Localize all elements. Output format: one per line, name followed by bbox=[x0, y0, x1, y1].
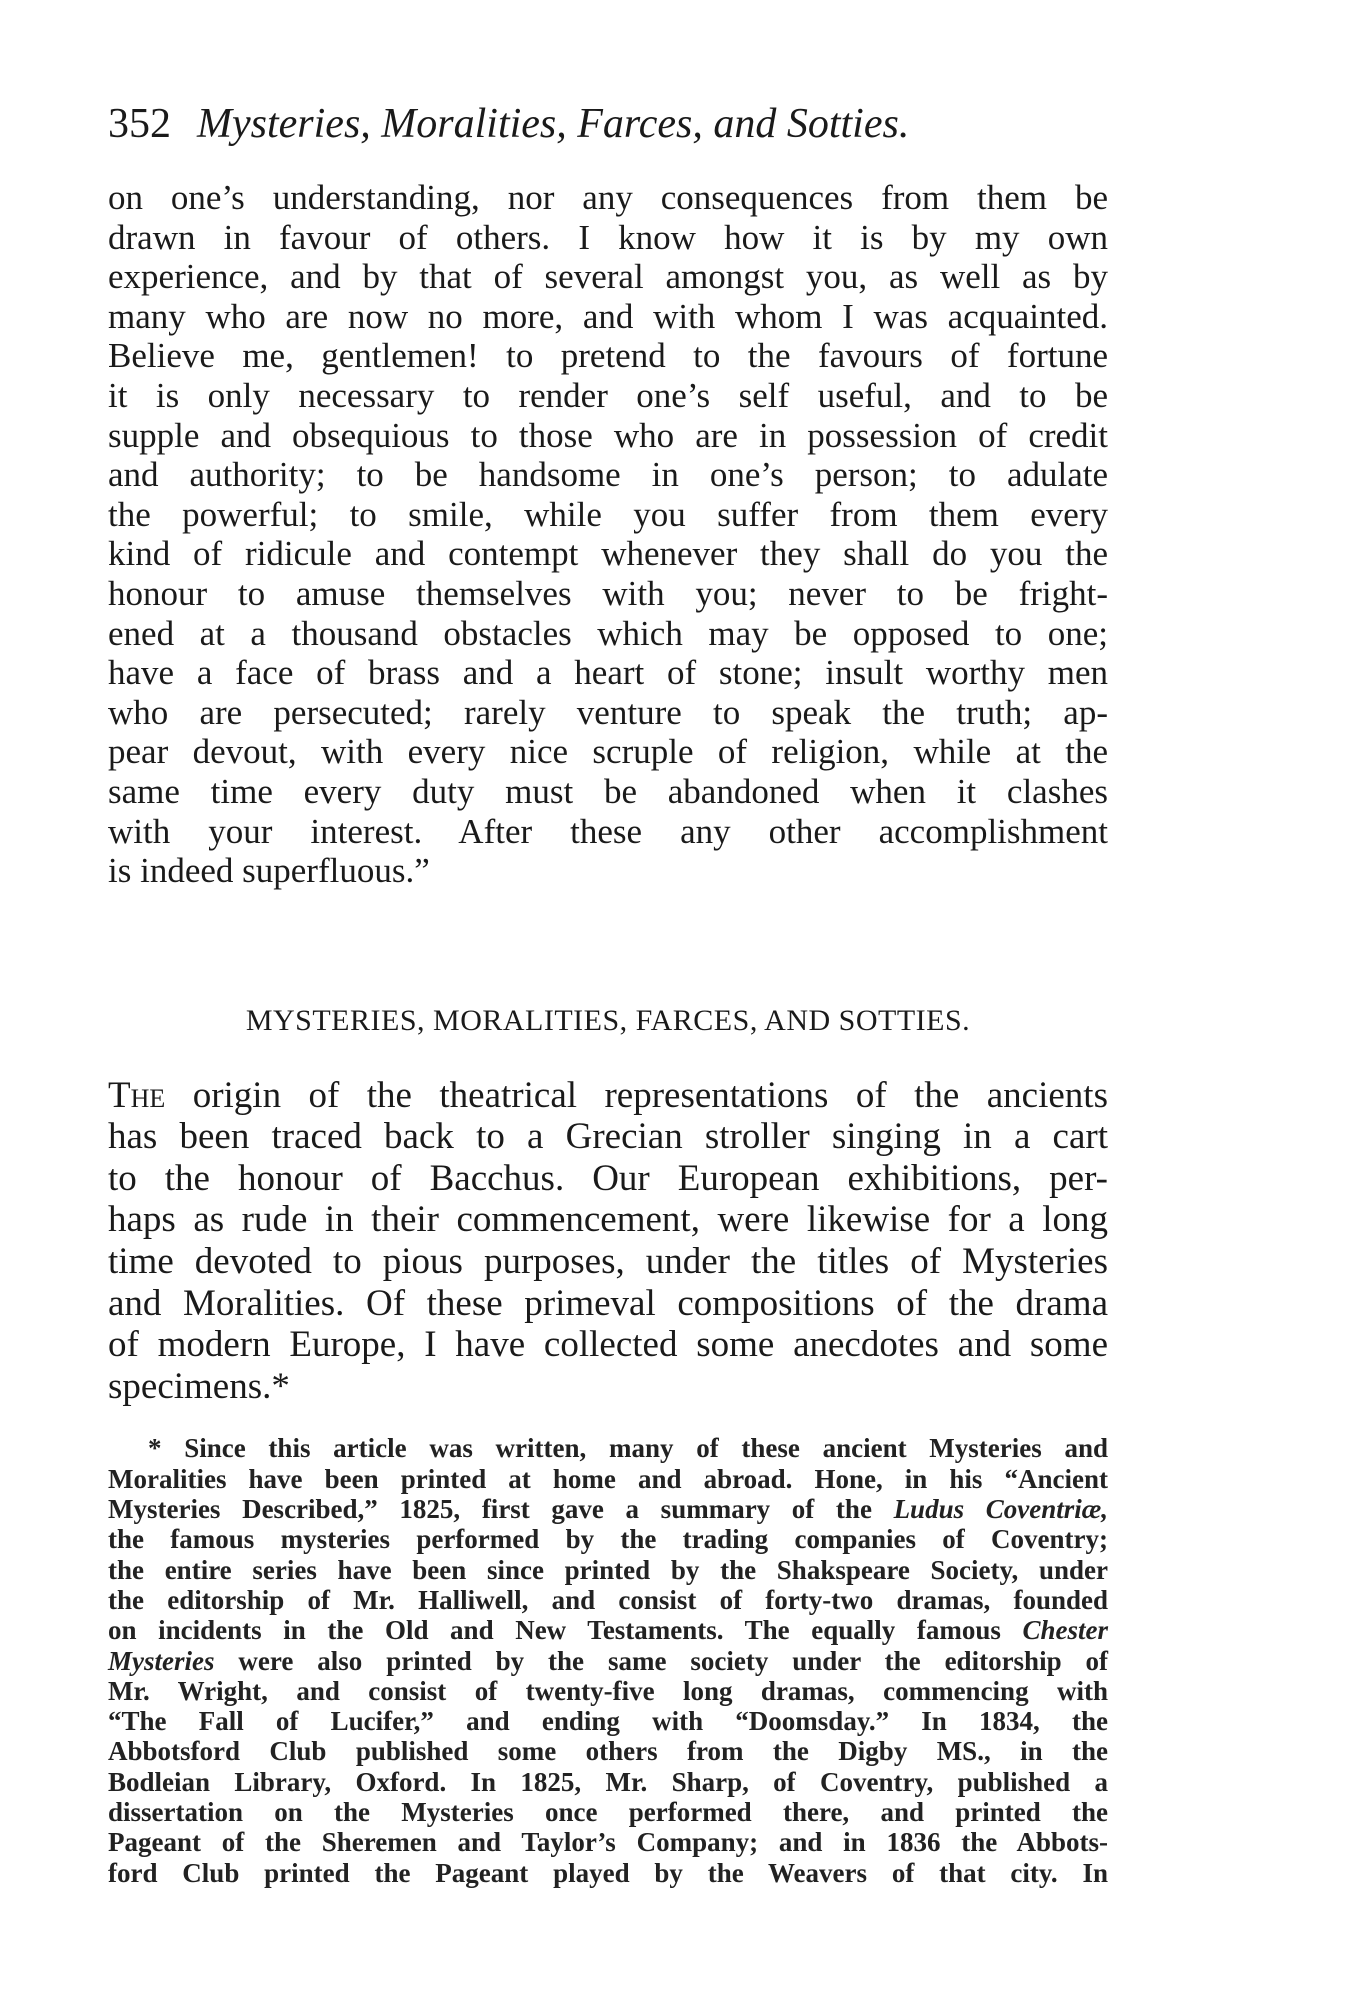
footnote-line: Bodleian Library, Oxford. In 1825, Mr. Sharp, of Coventry, published a bbox=[108, 1766, 1108, 1797]
footnote-text: Mysteries Described,” 1825, first gave a summary of the bbox=[108, 1494, 894, 1525]
page-number: 352 bbox=[108, 101, 171, 147]
footnote-line: Pageant of the Sheremen and Taylor’s Company; and in 1836 the Abbots- bbox=[108, 1827, 1108, 1858]
footnote-line: “The Fall of Lucifer,” and ending with “Doomsday.” In 1834, the bbox=[108, 1706, 1108, 1737]
footnote-italic-title: Chester bbox=[1022, 1615, 1108, 1646]
section-heading: MYSTERIES, MORALITIES, FARCES, AND SOTTIES. bbox=[245, 1003, 971, 1037]
footnote-line: dissertation on the Mysteries once performed there, and printed the bbox=[108, 1797, 1108, 1827]
text-line: supple and obsequious to those who are in possession of credit bbox=[108, 415, 1108, 455]
text-line: to the honour of Bacchus. Our European exhibitions, per- bbox=[108, 1157, 1108, 1199]
footnote bbox=[108, 1433, 1108, 1887]
footnote-line bbox=[108, 1646, 1108, 1676]
text-line: with your interest. After these any other accomplishment bbox=[108, 811, 1108, 851]
running-head-title: Mysteries, Moralities, Farces, and Sotties. bbox=[197, 101, 910, 147]
running-head bbox=[108, 98, 1108, 150]
footnote-line: Mr. Wright, and consist of twenty-five long dramas, commencing with bbox=[108, 1675, 1108, 1706]
footnote-line: the famous mysteries performed by the trading companies of Coventry; bbox=[108, 1524, 1108, 1555]
text-line: of modern Europe, I have collected some anecdotes and some bbox=[108, 1324, 1108, 1366]
text-line: drawn in favour of others. I know how it is by my own bbox=[108, 217, 1108, 257]
text-line: same time every duty must be abandoned when it clashes bbox=[108, 771, 1108, 811]
text-line: and authority; to be handsome in one’s person; to adulate bbox=[108, 455, 1108, 495]
text-line: ened at a thousand obstacles which may be opposed to one; bbox=[108, 613, 1108, 653]
text-line: on one’s understanding, nor any consequences from them be bbox=[108, 178, 1108, 217]
text-line: have a face of brass and a heart of stone; insult worthy men bbox=[108, 653, 1108, 693]
footnote-line bbox=[108, 1615, 1108, 1645]
text-line: Believe me, gentlemen! to pretend to the favours of fortune bbox=[108, 336, 1108, 376]
footnote-line: the entire series have been since printed by the Shakspeare Society, under bbox=[108, 1554, 1108, 1585]
footnote-line: Moralities have been printed at home and abroad. Hone, in his “Ancient bbox=[108, 1463, 1108, 1494]
opening-word: The bbox=[108, 1074, 166, 1116]
text-line-rest: origin of the theatrical representations of the ancients bbox=[165, 1074, 1108, 1116]
footnote-line: Abbotsford Club published some others from the Digby MS., in the bbox=[108, 1736, 1108, 1767]
text-line: it is only necessary to render one’s self useful, and to be bbox=[108, 375, 1108, 415]
text-line: honour to amuse themselves with you; never to be fright- bbox=[108, 573, 1108, 613]
text-line: many who are now no more, and with whom I was acquainted. bbox=[108, 296, 1108, 336]
footnote-line: ford Club printed the Pageant played by the Weavers of that city. In bbox=[108, 1857, 1108, 1888]
text-line: experience, and by that of several amongst you, as well as by bbox=[108, 257, 1108, 297]
text-line: kind of ridicule and contempt whenever they shall do you the bbox=[108, 534, 1108, 574]
footnote-line: the editorship of Mr. Halliwell, and consist of forty-two dramas, founded bbox=[108, 1584, 1108, 1615]
text-line: who are persecuted; rarely venture to speak the truth; ap- bbox=[108, 692, 1108, 732]
text-line: has been traced back to a Grecian stroller singing in a cart bbox=[108, 1116, 1108, 1158]
text-line: is indeed superfluous.” bbox=[108, 851, 430, 891]
footnote-text: on incidents in the Old and New Testaments. The equally famous bbox=[108, 1615, 1023, 1646]
footnote-line: * Since this article was written, many of these ancient Mysteries and bbox=[148, 1433, 1108, 1464]
text-line: time devoted to pious purposes, under the titles of Mysteries bbox=[108, 1241, 1108, 1283]
footnote-text: were also printed by the same society under the editorship of bbox=[214, 1645, 1108, 1676]
text-line: pear devout, with every nice scruple of religion, while at the bbox=[108, 732, 1108, 772]
continued-paragraph bbox=[108, 178, 1108, 891]
book-page bbox=[108, 80, 1108, 1888]
footnote-italic-title: Mysteries bbox=[108, 1645, 215, 1676]
footnote-line bbox=[108, 1494, 1108, 1524]
footnote-italic-title: Ludus Coventriæ, bbox=[893, 1494, 1108, 1525]
text-line: the powerful; to smile, while you suffer from them every bbox=[108, 494, 1108, 534]
section-paragraph bbox=[108, 1075, 1108, 1408]
text-line: and Moralities. Of these primeval compositions of the drama bbox=[108, 1282, 1108, 1324]
text-line: specimens.* bbox=[108, 1365, 290, 1407]
text-line: haps as rude in their commencement, were likewise for a long bbox=[108, 1199, 1108, 1241]
text-line bbox=[108, 1075, 1108, 1117]
